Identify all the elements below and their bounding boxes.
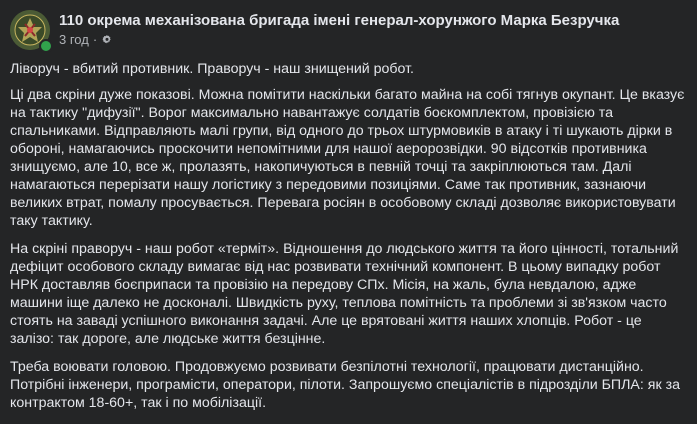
page-name-link[interactable]: 110 окрема механізована бригада імені генерал-хорунжого Марка Безручка — [59, 12, 620, 29]
post-paragraph-1: Ліворуч - вбитий противник. Праворуч - наш знищений робот. — [10, 61, 415, 77]
post-body — [10, 60, 686, 422]
meta-separator: · — [92, 32, 98, 47]
post-paragraph-4: Треба воювати головою. Продовжуємо розвивати безпілотні технології, працювати дистанційно. Потрібні інженери, програмісти, оператори, пілоти. Запрошуємо спеціалістів в підрозділи БПЛА: як за контрактом 18-60+, так і по мобілізації. — [10, 359, 680, 411]
post-timestamp[interactable]: 3 год — [59, 32, 89, 47]
post-paragraph-2: Ці два скріни дуже показові. Можна помітити наскільки багато майна на собі тягнув окупант. Це вказує на тактику "дифузії". Ворог максимально навантажує солдатів боєкомплектом, провізією та спальниками. Відправляють малі групи, від одного до трьох штурмовиків в атаку і ті шукають дірки в обороні, намагаючись проскочити непомітними для нашої аеророзвідки. 90 відсотків противника знищуємо, але 10, все ж, пролазять, накопичуються в певній точці та закріплюються там. Далі намагаються перерізати нашу логістику з передовими позиціями. Саме так противник, зазнаючи великих втрат, помалу просувається. Перевага росіян в особовому складі дозволяє використовувати таку тактику. — [10, 87, 685, 229]
online-status-dot — [39, 39, 53, 53]
post-meta — [59, 32, 113, 47]
globe-icon[interactable] — [101, 34, 113, 46]
post-header — [10, 8, 690, 52]
post-paragraph-3: На скріні праворуч - наш робот «терміт». Відношення до людського життя та його цінності, тотальний дефіцит особового складу вимагає від нас розвивати технічний компонент. В цьому випадку робот НРК доставляв боєприпаси та провізію на передову СПх. Місія, на жаль, була невдалою, адже машини іще далеко не досконалі. Швидкість руху, теплова помітність та проблеми зі зв'язком часто стоять на заваді успішного виконання задачі. Але це врятовані життя наших хлопців. Робот - це залізо: так дороге, але людське життя безцінне. — [10, 241, 679, 347]
